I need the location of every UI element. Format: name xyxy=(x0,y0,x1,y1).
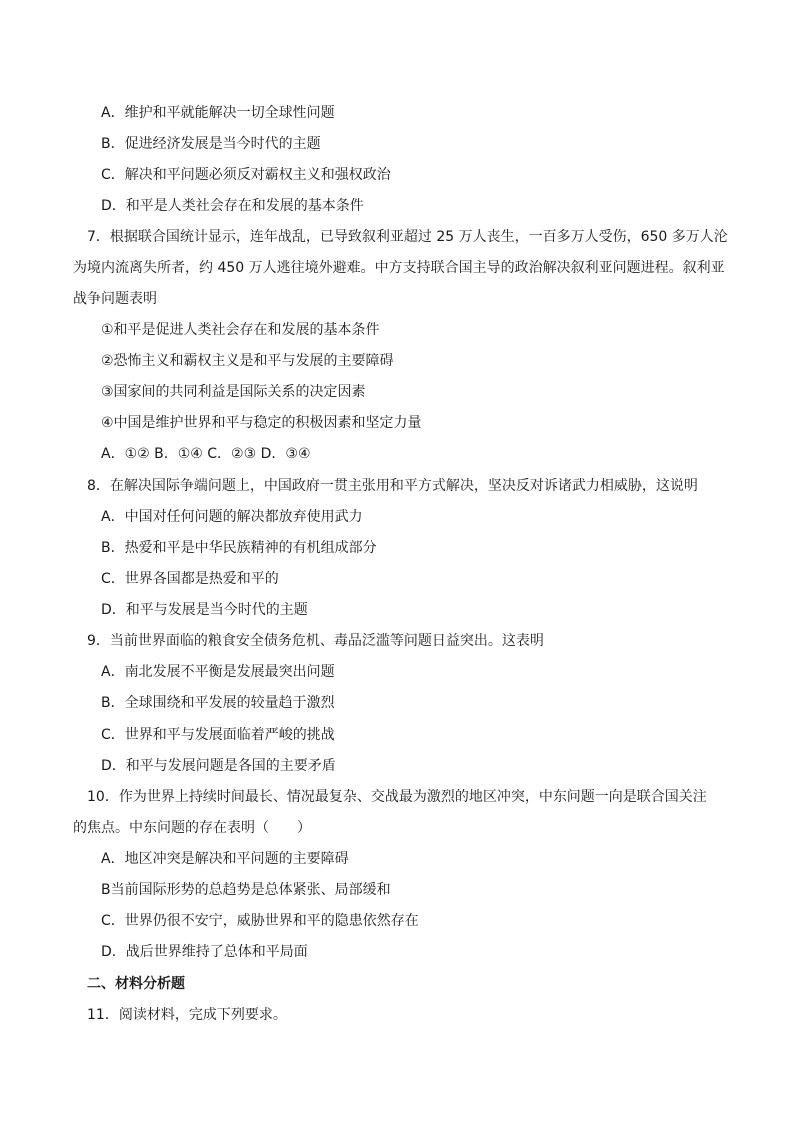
q7-stem-line-2: 为境内流离失所者，约 450 万人逃往境外避难。中方支持联合国主导的政治解决叙利亚问题进程。叙利亚 xyxy=(73,260,725,276)
q9-stem: 9．当前世界面临的粮食安全债务危机、毒品泛滥等问题日益突出。这表明 xyxy=(87,633,544,649)
q10-stem-line-1: 10．作为世界上持续时间最长、情况最复杂、交战最为激烈的地区冲突，中东问题一向是联合国关注 xyxy=(87,789,707,805)
q7-statement-1: ①和平是促进人类社会存在和发展的基本条件 xyxy=(101,322,380,338)
q7-statement-2: ②恐怖主义和霸权主义是和平与发展的主要障碍 xyxy=(101,353,394,369)
q7-stem-line-3: 战争问题表明 xyxy=(73,291,157,307)
q11-stem: 11．阅读材料，完成下列要求。 xyxy=(87,1007,287,1023)
q6-option-a: A．维护和平就能解决一切全球性问题 xyxy=(101,105,335,121)
q9-option-b: B．全球围绕和平发展的较量趋于激烈 xyxy=(101,695,335,711)
q8-stem: 8．在解决国际争端问题上，中国政府一贯主张用和平方式解决，坚决反对诉诸武力相威胁，这说明 xyxy=(87,478,698,494)
q9-option-a: A．南北发展不平衡是发展最突出问题 xyxy=(101,664,335,680)
q8-option-a: A．中国对任何问题的解决都放弃使用武力 xyxy=(101,509,363,525)
q8-option-c: C．世界各国都是热爱和平的 xyxy=(101,571,279,587)
q6-option-b: B．促进经济发展是当今时代的主题 xyxy=(101,136,321,152)
q7-statement-3: ③国家间的共同利益是国际关系的决定因素 xyxy=(101,384,366,400)
q7-options: A．①② B．①④ C．②③ D．③④ xyxy=(101,446,311,462)
q10-option-a: A．地区冲突是解决和平问题的主要障碍 xyxy=(101,851,349,867)
q9-option-d: D．和平与发展问题是各国的主要矛盾 xyxy=(101,758,336,774)
q8-option-d: D．和平与发展是当今时代的主题 xyxy=(101,602,308,618)
q6-option-c: C．解决和平问题必须反对霸权主义和强权政治 xyxy=(101,167,391,183)
q9-option-c: C．世界和平与发展面临着严峻的挑战 xyxy=(101,727,335,743)
q10-option-b: B当前国际形势的总趋势是总体紧张、局部缓和 xyxy=(101,882,391,898)
q10-option-c: C．世界仍很不安宁，威胁世界和平的隐患依然存在 xyxy=(101,913,419,929)
q7-stem-line-1: 7．根据联合国统计显示，连年战乱，已导致叙利亚超过 25 万人丧生，一百多万人受伤，650 多万人沦 xyxy=(87,229,728,245)
section-title-material-analysis: 二、材料分析题 xyxy=(87,976,185,992)
q6-option-d: D．和平是人类社会存在和发展的基本条件 xyxy=(101,198,364,214)
q10-option-d: D．战后世界维持了总体和平局面 xyxy=(101,944,308,960)
q7-statement-4: ④中国是维护世界和平与稳定的积极因素和坚定力量 xyxy=(101,415,422,431)
q10-stem-line-2: 的焦点。中东问题的存在表明（ ） xyxy=(73,820,311,836)
q8-option-b: B．热爱和平是中华民族精神的有机组成部分 xyxy=(101,540,377,556)
